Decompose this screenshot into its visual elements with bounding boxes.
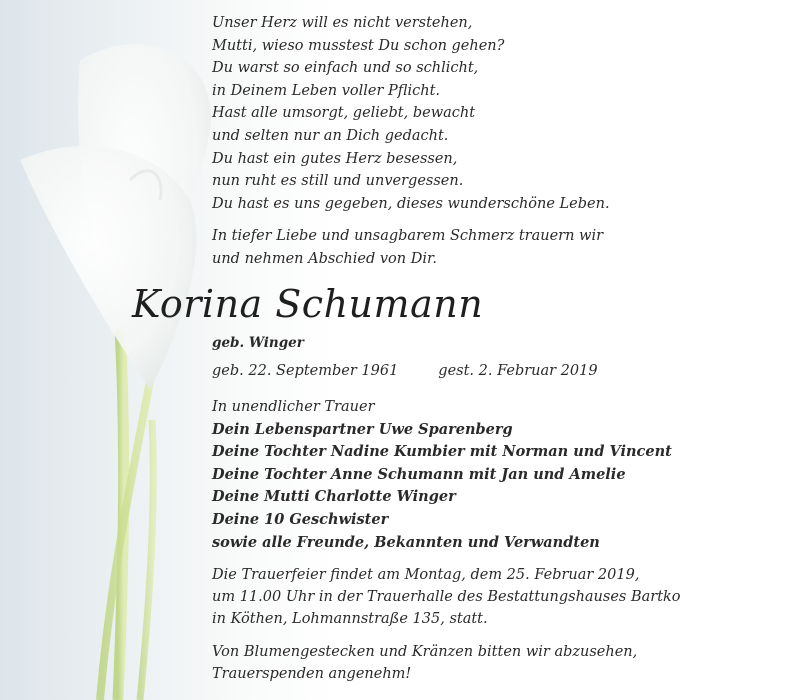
- deceased-name: Korina Schumann: [132, 282, 484, 326]
- mourners-heading: In unendlicher Trauer: [212, 399, 375, 415]
- poem-line: Unser Herz will es nicht verstehen,: [212, 15, 473, 31]
- maiden-name: geb. Winger: [212, 335, 304, 351]
- poem-line: Mutti, wieso musstest Du schon gehen?: [212, 37, 505, 54]
- poem-line: Du hast ein gutes Herz besessen,: [212, 150, 458, 167]
- life-dates: [212, 363, 598, 379]
- poem-line: und selten nur an Dich gedacht.: [212, 127, 449, 144]
- mourners-list: [212, 396, 672, 554]
- funeral-service-info: [212, 564, 681, 630]
- closing-line: Von Blumengestecken und Kränzen bitten wir abzusehen,: [212, 644, 638, 660]
- birth-date: geb. 22. September 1961: [212, 363, 399, 379]
- mourner-line: sowie alle Freunde, Bekannten und Verwandten: [212, 533, 600, 551]
- mourner-line: Deine Tochter Anne Schumann mit Jan und Amelie: [212, 465, 626, 483]
- service-line: um 11.00 Uhr in der Trauerhalle des Bestattungshauses Bartko: [212, 589, 681, 605]
- poem: [212, 12, 610, 215]
- intro-line: und nehmen Abschied von Dir.: [212, 250, 437, 267]
- poem-line: Hast alle umsorgt, geliebt, bewacht: [212, 105, 476, 122]
- closing-note: [212, 641, 637, 685]
- mourner-line: Deine Tochter Nadine Kumbier mit Norman und Vincent: [212, 443, 672, 461]
- closing-line: Trauerspenden angenehm!: [212, 666, 412, 682]
- farewell-intro: [212, 225, 603, 270]
- intro-line: In tiefer Liebe und unsagbarem Schmerz trauern wir: [212, 228, 604, 244]
- death-date: gest. 2. Februar 2019: [438, 363, 598, 379]
- service-line: in Köthen, Lohmannstraße 135, statt.: [212, 611, 488, 627]
- service-line: Die Trauerfeier findet am Montag, dem 25. Februar 2019,: [212, 567, 640, 583]
- mourner-line: Dein Lebenspartner Uwe Sparenberg: [212, 420, 513, 438]
- mourner-line: Deine Mutti Charlotte Winger: [212, 488, 456, 506]
- poem-line: in Deinem Leben voller Pflicht.: [212, 82, 441, 99]
- poem-line: Du hast es uns gegeben, dieses wunderschöne Leben.: [212, 195, 610, 212]
- poem-line: nun ruht es still und unvergessen.: [212, 173, 464, 190]
- mourner-line: Deine 10 Geschwister: [212, 510, 389, 528]
- poem-line: Du warst so einfach und so schlicht,: [212, 60, 479, 77]
